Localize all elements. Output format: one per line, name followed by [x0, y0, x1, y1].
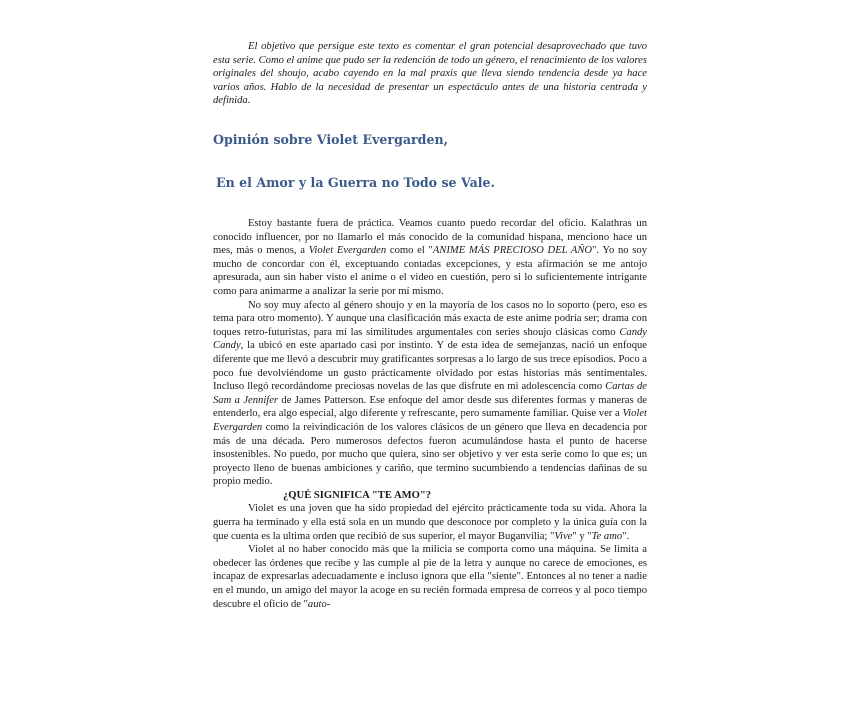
p2-title-ref-3: Violet Evergarden — [213, 408, 647, 433]
p3-text-a: Violet es una joven que ha sido propiedad del ejército prácticamente toda su vida. Ahora la guerra ha terminado y ella está sola en un mundo que desconoce por completo y la única guía con la que cuenta es la ultima orden que recibió de sus superior, el mayor Buganvilia; " — [213, 503, 647, 542]
p1-title-ref: Violet Evergarden — [308, 245, 387, 257]
p2-text-g: como la reivindicación de los valores clásicos de un género que lleva en decadencia por más de una década. Pero numerosos defectos fueron acumulándose hasta el punto de hacerse insostenibles. No puedo, por mucho que quiera, sino ser objetivo y ver esta serie como lo que es; un proyecto lleno de buenas ambiciones y cariño, que termino sucumbiendo a tendencias dañinas de su propio medio. — [213, 421, 647, 488]
paragraph-1 — [213, 217, 647, 299]
p1-text-e: ". Yo no soy mucho de concordar con él, exceptuando contadas excepciones, y esta afirmación se me antojo apresurada, aun sin haber visto el anime o el video en cuestión, pero si lo suficientemente intrigante como para animarme a analizar la serie por mí mismo. — [213, 245, 648, 297]
article-body — [213, 217, 647, 611]
p3-quote-2: Te amo — [591, 530, 623, 542]
intro-paragraph: El objetivo que persigue este texto es comentar el gran potencial desaprovechado que tuvo esta serie. Como el anime que pudo ser la redención de todo un género, el renacimiento de los valores originales del shoujo, acabo cayendo en la mal praxis que lleva siendo tendencia desde ya hace varios años. Hablo de la necesidad de presentar un espectáculo antes de una historia centrada y definida. — [213, 41, 647, 107]
article-title: En el Amor y la Guerra no Todo se Vale. — [216, 175, 495, 190]
p2-text-a: No soy muy afecto al género shoujo y en la mayoría de los casos no lo soporto (pero, eso es tema para otro momento). Y aunque una clasificación más exacta de este anime podría ser; drama con toques retro-futuristas, para mí las similitudes argumentales con series shoujo clásicas como — [213, 299, 647, 338]
paragraph-4 — [213, 543, 647, 611]
p2-text-c: , la ubicó en este apartado casi por instinto. Y de esta idea de semejanzas, nació un enfoque diferente que me llevó a descubrir muy gratificantes sorpresas a lo largo de sus trece episodios. Poco a poco fue devolviéndome un gusto prácticamente olvidado por estas historias más sentimentales. Incluso llegó recordándome preciosas novelas de las que disfrute en mi adolescencia como — [213, 340, 648, 393]
p1-text-c: como el " — [386, 245, 433, 257]
p4-text-b: auto- — [307, 598, 331, 610]
p3-text-c: " y " — [572, 530, 592, 542]
p3-quote-1: Vive — [554, 530, 573, 542]
p3-text-e: ". — [622, 530, 630, 542]
p1-quote: ANIME MÁS PRECIOSO DEL AÑO — [432, 245, 593, 257]
paragraph-2 — [213, 299, 647, 489]
intro-block — [213, 40, 647, 108]
p2-title-ref-1: Candy Candy — [213, 326, 647, 352]
p2-title-ref-2: Cartas de Sam a Jennifer — [213, 381, 647, 406]
paragraph-3 — [213, 502, 647, 543]
section-heading-opinion: Opinión sobre Violet Evergarden, — [213, 132, 449, 147]
subheading-te-amo: ¿QUÉ SIGNIFICA "TE AMO"? — [283, 489, 432, 501]
p4-text-a: Violet al no haber conocido más que la milicia se comporta como una máquina. Se limita a obedecer las órdenes que recibe y las cumple al pie de la letra y aunque no carece de emociones, es incapaz de expresarlas adecuadamente e incluso ignora que ella "siente". Entonces al no tener a nadie en el mundo, un amigo del mayor la acoge en su recién formada empresa de correos y al poco tiempo descubre el oficio de " — [213, 544, 647, 610]
p2-text-e: de James Patterson. Ese enfoque del amor desde sus diferentes formas y maneras de entenderlo, era algo especial, algo diferente y refrescante, pero sumamente familiar. Quise ver a — [213, 394, 647, 420]
p1-text-a: Estoy bastante fuera de práctica. Veamos cuanto puedo recordar del oficio. Kalathras un conocido influencer, por no llamarlo el más conocido de la comunidad hispana, menciono hace un mes, más o menos, a — [213, 218, 647, 257]
